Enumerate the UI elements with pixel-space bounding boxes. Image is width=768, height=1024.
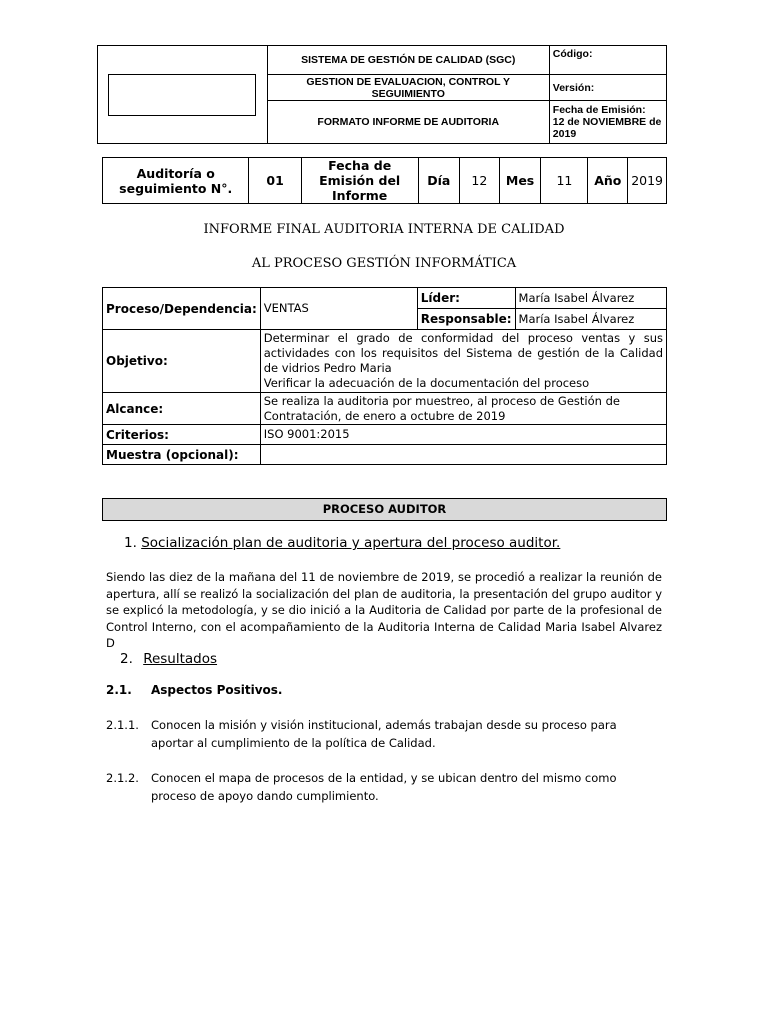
list-item: Conocen el mapa de procesos de la entidad, y se ubican dentro del mismo como proceso de apoyo dando cumplimiento. xyxy=(151,771,617,803)
objetivo-text-2: Verificar la adecuación de la documentación del proceso xyxy=(263,376,590,390)
fecha-informe-label: Fecha de Emisión del Informe xyxy=(301,158,418,204)
objetivo-label: Objetivo: xyxy=(103,330,261,393)
anio-label: Año xyxy=(588,158,628,204)
heading-2 xyxy=(120,651,217,667)
format-title: FORMATO INFORME DE AUDITORIA xyxy=(267,101,549,144)
criterios-label: Criterios: xyxy=(103,425,261,445)
heading-1 xyxy=(124,535,560,551)
list-item: Conocen la misión y visión institucional, además trabajan desde su proceso para aportar al cumplimiento de la política de Calidad. xyxy=(151,718,617,750)
codigo-label: Código: xyxy=(549,46,666,75)
criterios-value: ISO 9001:2015 xyxy=(260,425,666,445)
alcance-label: Alcance: xyxy=(103,393,261,425)
objetivo-text-1: Determinar el grado de conformidad del proceso ventas y sus actividades con los requisitos del Sistema de gestión de la Calidad de vidrios Pedro Maria xyxy=(263,331,663,375)
lider-label: Líder: xyxy=(417,288,515,309)
alcance-value: Se realiza la auditoria por muestreo, al proceso de Gestión de Contratación, de enero a octubre de 2019 xyxy=(260,393,666,425)
muestra-label: Muestra (opcional): xyxy=(103,445,261,465)
heading-2-number: 2. xyxy=(120,651,133,667)
logo-placeholder xyxy=(108,74,256,116)
dia-value: 12 xyxy=(459,158,499,204)
anio-value: 2019 xyxy=(628,158,667,204)
item-number: 2.1.2. xyxy=(106,771,139,785)
document-header xyxy=(97,45,667,144)
report-title: INFORME FINAL AUDITORIA INTERNA DE CALIDAD xyxy=(203,222,565,237)
responsable-value: María Isabel Álvarez xyxy=(515,309,666,330)
heading-1-text: Socialización plan de auditoria y apertura del proceso auditor. xyxy=(141,535,561,551)
fecha-emision-cell xyxy=(549,101,666,144)
dia-label: Día xyxy=(418,158,459,204)
fecha-emision-value: 12 de NOVIEMBRE de 2019 xyxy=(552,116,662,140)
subheading-number: 2.1. xyxy=(106,683,132,697)
fecha-emision-label: Fecha de Emisión: xyxy=(552,104,646,116)
mes-value: 11 xyxy=(541,158,588,204)
paragraph-apertura: Siendo las diez de la mañana del 11 de noviembre de 2019, se procedió a realizar la reunión de apertura, allí se realizó la socialización del plan de auditoria, la presentación del grupo auditor y se explicó la metodología, y se dio inició a la Auditoria de Calidad por parte de la profesional de Control Interno, con el acompañamiento de la Auditoria Interna de Calidad Maria Isabel Alvarez D xyxy=(106,570,662,650)
process-info-table xyxy=(102,287,667,465)
subheading-text: Aspectos Positivos. xyxy=(151,683,283,697)
responsable-label: Responsable: xyxy=(417,309,515,330)
lider-value: María Isabel Álvarez xyxy=(515,288,666,309)
proceso-value: VENTAS xyxy=(260,288,417,330)
section-bar-proceso-auditor: PROCESO AUDITOR xyxy=(102,498,667,521)
objetivo-cell xyxy=(260,330,666,393)
auditoria-label: Auditoría o seguimiento N°. xyxy=(103,158,249,204)
process-title: GESTION DE EVALUACION, CONTROL Y SEGUIMIENTO xyxy=(267,75,549,101)
audit-info-table xyxy=(102,157,667,204)
proceso-label: Proceso/Dependencia: xyxy=(103,288,261,330)
version-label: Versión: xyxy=(549,75,666,101)
muestra-value xyxy=(260,445,666,465)
logo-cell xyxy=(98,46,268,144)
mes-label: Mes xyxy=(499,158,541,204)
system-title: SISTEMA DE GESTIÓN DE CALIDAD (SGC) xyxy=(267,46,549,75)
heading-1-number: 1. xyxy=(124,535,137,551)
item-number: 2.1.1. xyxy=(106,718,139,732)
heading-2-text: Resultados xyxy=(143,651,218,667)
report-subtitle: AL PROCESO GESTIÓN INFORMÁTICA xyxy=(251,256,517,271)
auditoria-number: 01 xyxy=(249,158,301,204)
